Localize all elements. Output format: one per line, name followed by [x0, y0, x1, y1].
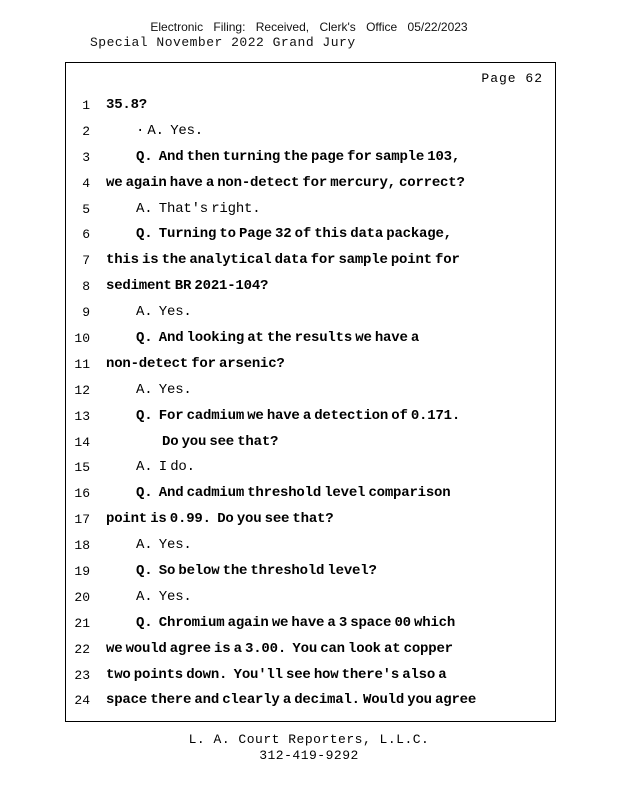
line-text: non-detect for arsenic?	[106, 355, 285, 372]
line-text: A. That's right.	[136, 200, 261, 217]
transcript-line	[66, 197, 555, 223]
transcript-line	[66, 171, 555, 197]
line-text: Q. Chromium again we have a 3 space 00 which	[136, 614, 456, 631]
transcript-line	[66, 119, 555, 145]
transcript-line	[66, 481, 555, 507]
transcript-line	[66, 637, 555, 663]
transcript-line	[66, 378, 555, 404]
line-text: space there and clearly a decimal. Would you agree	[106, 692, 477, 709]
transcript-page-box	[65, 62, 556, 722]
line-text: A. Yes.	[136, 381, 192, 398]
case-title: Special November 2022 Grand Jury	[90, 35, 356, 50]
line-text: Do you see that?	[162, 433, 279, 450]
transcript-line	[66, 404, 555, 430]
line-text: we again have a non-detect for mercury, correct?	[106, 174, 465, 191]
line-number: 15	[74, 460, 90, 476]
line-text: Q. And cadmium threshold level comparison	[136, 485, 451, 502]
line-number: 24	[74, 693, 90, 709]
line-number: 19	[74, 564, 90, 580]
line-text: sediment BR 2021-104?	[106, 278, 269, 295]
line-text: we would agree is a 3.00. You can look at copper	[106, 640, 453, 657]
transcript-line	[66, 663, 555, 689]
line-number: 4	[82, 175, 90, 191]
line-number: 17	[74, 512, 90, 528]
line-text: this is the analytical data for sample point for	[106, 252, 460, 269]
line-number: 6	[82, 227, 90, 243]
transcript-line	[66, 145, 555, 171]
line-text: 35.8?	[106, 97, 148, 113]
transcript-line	[66, 507, 555, 533]
transcript-line	[66, 585, 555, 611]
line-text: Q. And looking at the results we have a	[136, 330, 420, 347]
transcript-line	[66, 93, 555, 119]
line-number: 10	[74, 331, 90, 347]
transcript-line	[66, 274, 555, 300]
transcript-line	[66, 611, 555, 637]
line-number: 13	[74, 408, 90, 424]
line-number: 3	[82, 149, 90, 165]
page-number-label: Page 62	[481, 71, 543, 86]
transcript-line	[66, 455, 555, 481]
line-number: 5	[82, 201, 90, 217]
line-number: 1	[82, 98, 90, 113]
line-number: 2	[82, 123, 90, 139]
line-number: 18	[74, 538, 90, 554]
line-number: 21	[74, 615, 90, 631]
transcript-line	[66, 222, 555, 248]
line-number: 22	[74, 641, 90, 657]
line-number: 23	[74, 667, 90, 683]
transcript-line	[66, 559, 555, 585]
efiling-stamp: Electronic Filing: Received, Clerk's Office 05/22/2023	[150, 20, 468, 34]
line-number: 16	[74, 486, 90, 502]
line-text: Q. For cadmium we have a detection of 0.171.	[136, 407, 461, 424]
transcript-line	[66, 352, 555, 378]
line-text: A. Yes.	[136, 537, 192, 554]
line-number: 11	[74, 356, 90, 372]
transcript-line	[66, 300, 555, 326]
transcript-line	[66, 430, 555, 456]
line-text: Q. Turning to Page 32 of this data package,	[136, 226, 452, 243]
line-text: A. Yes.	[136, 304, 192, 321]
line-text: A. I do.	[136, 459, 195, 476]
reporter-footer	[0, 732, 618, 764]
transcript-line	[66, 688, 555, 714]
line-number: 14	[74, 434, 90, 450]
reporter-phone: 312-419-9292	[259, 748, 359, 763]
line-text: · A. Yes.	[136, 122, 204, 139]
transcript-line	[66, 533, 555, 559]
line-text: A. Yes.	[136, 588, 192, 605]
line-number: 7	[82, 253, 90, 269]
transcript-line	[66, 326, 555, 352]
line-number: 8	[82, 279, 90, 295]
line-text: Q. And then turning the page for sample 103,	[136, 148, 461, 165]
transcript-lines	[66, 93, 555, 714]
transcript-line	[66, 248, 555, 274]
line-number: 20	[74, 589, 90, 605]
line-text: point is 0.99. Do you see that?	[106, 511, 334, 528]
line-text: two points down. You'll see how there's also a	[106, 666, 447, 683]
line-number: 12	[74, 382, 90, 398]
line-text: Q. So below the threshold level?	[136, 563, 377, 580]
reporter-company: L. A. Court Reporters, L.L.C.	[188, 732, 430, 747]
line-number: 9	[82, 305, 90, 321]
